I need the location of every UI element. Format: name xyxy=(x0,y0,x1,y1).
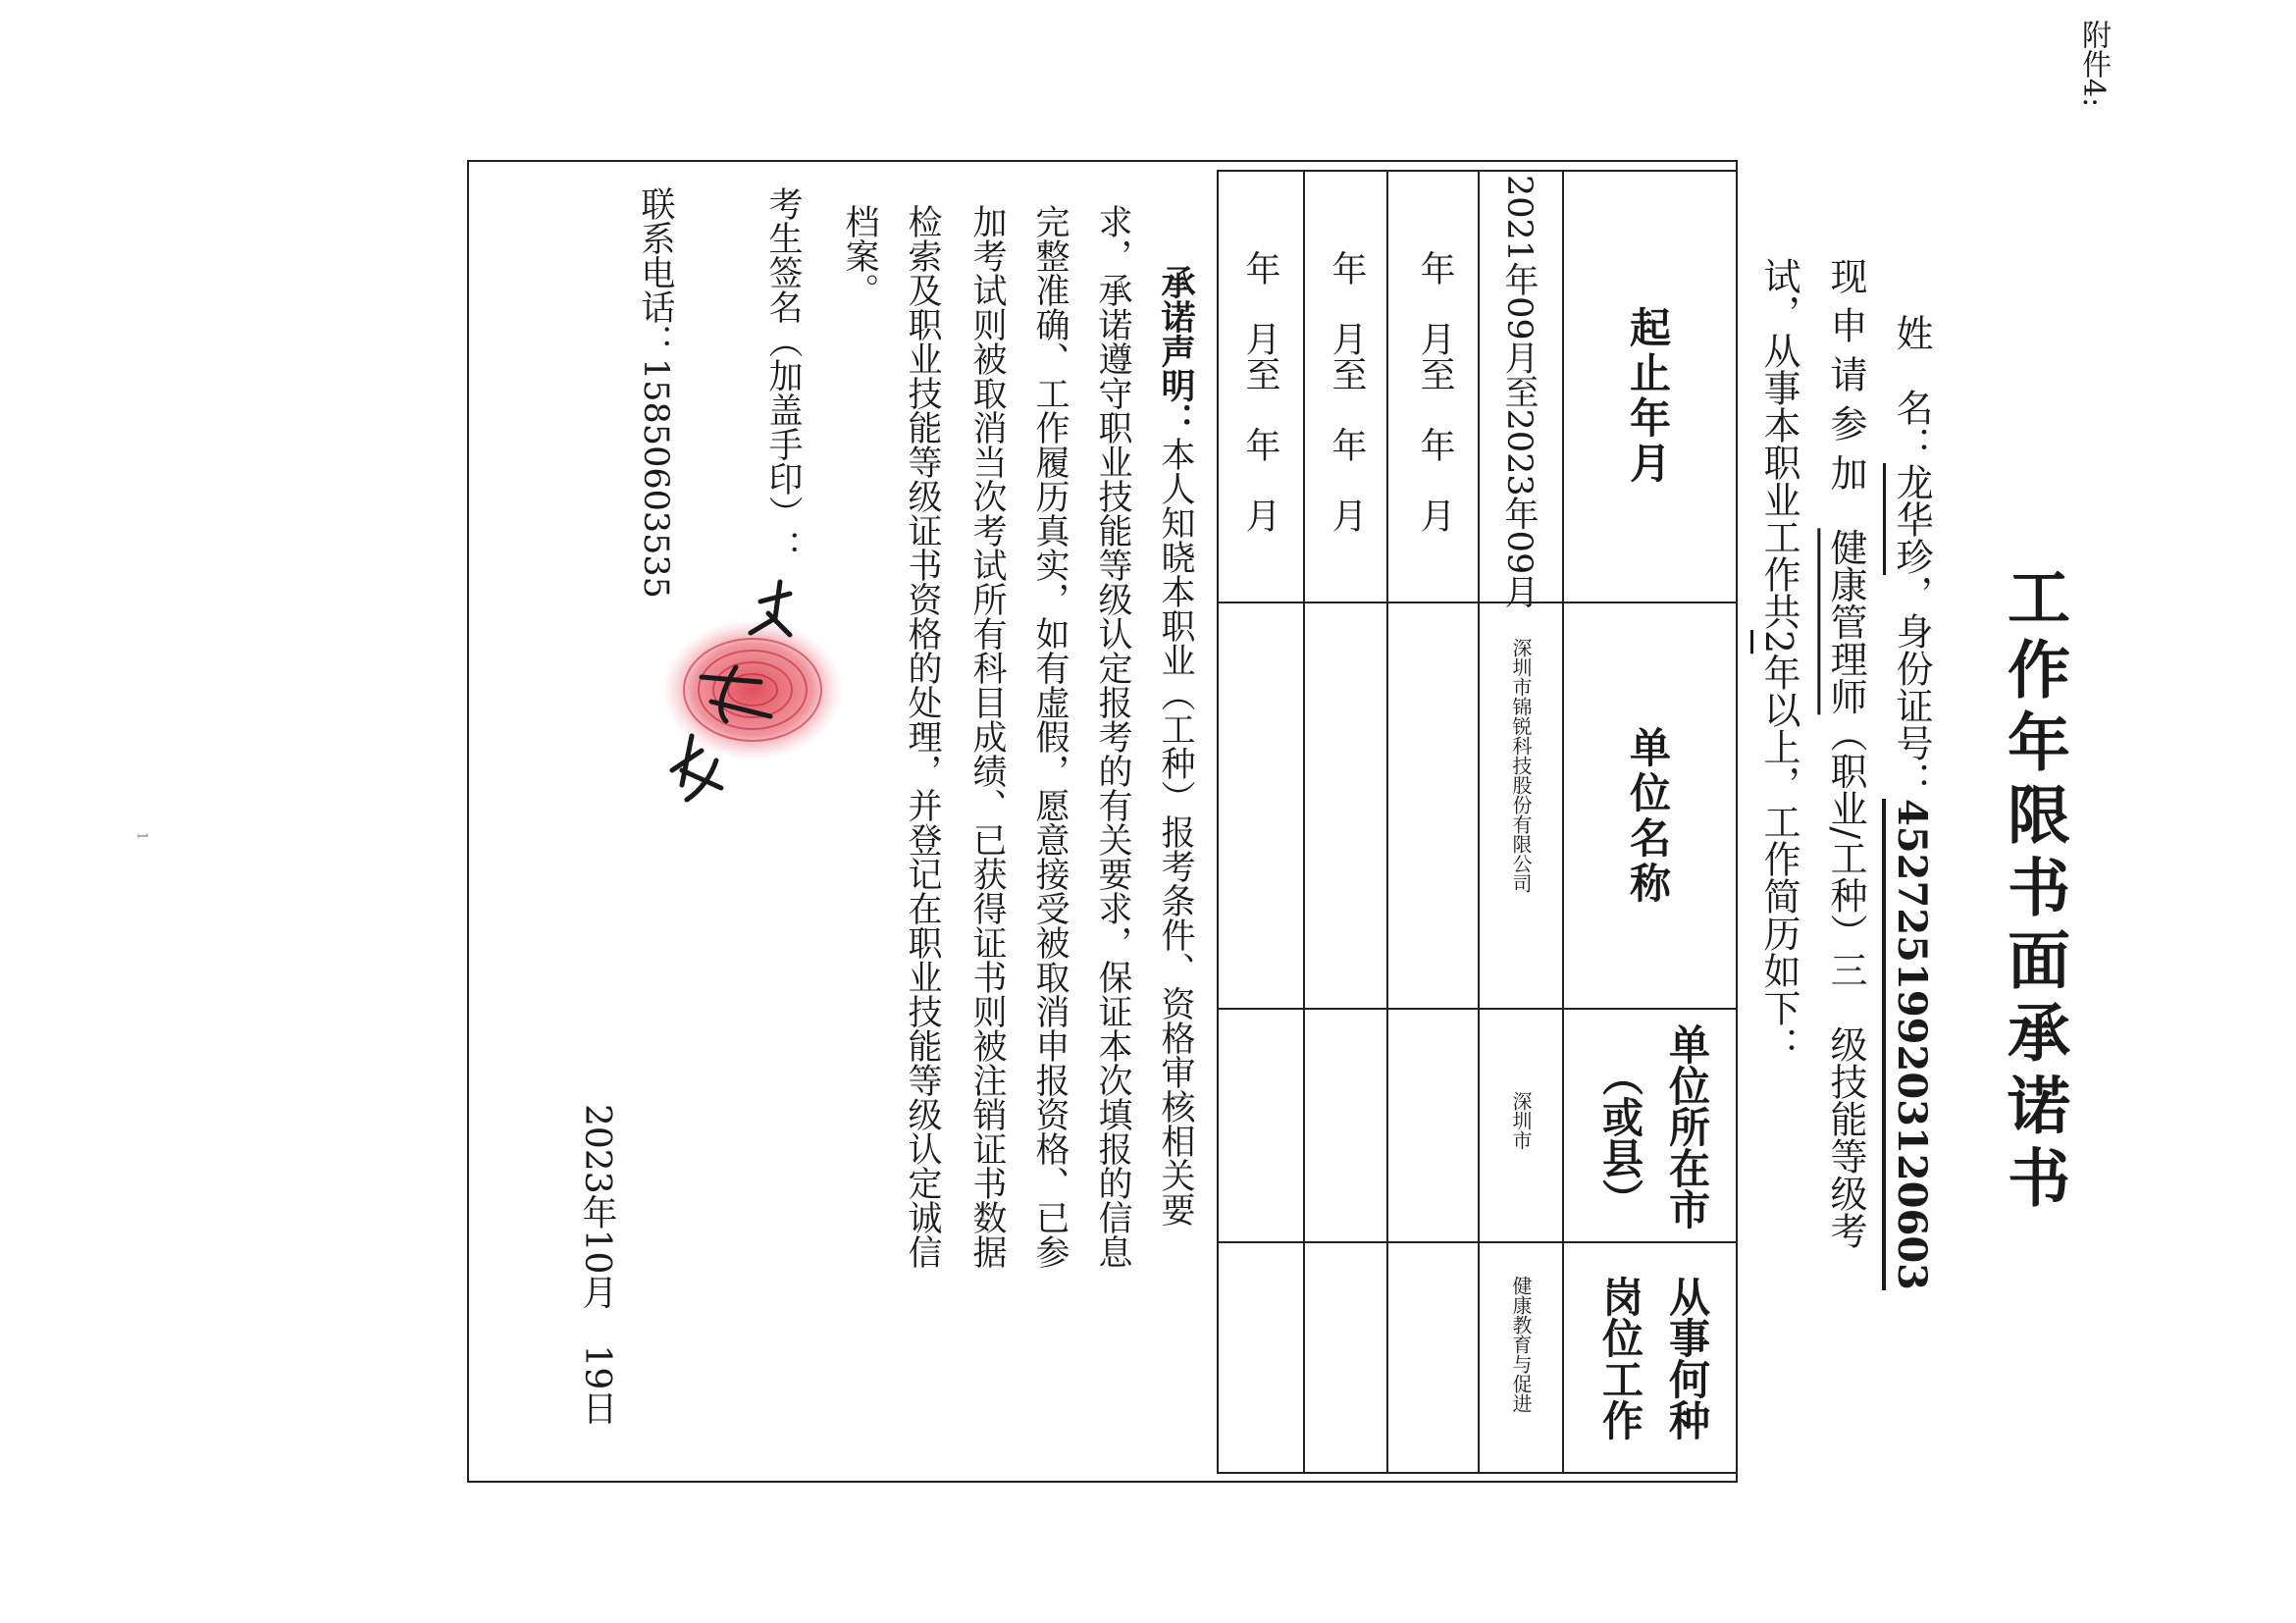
row2-period: 年 月至 年 月 xyxy=(1415,250,1455,533)
name-label: 姓 名： xyxy=(1890,314,1933,463)
attachment-label: 附件4: xyxy=(2076,20,2111,108)
declaration-text-1: 本人知晓本职业（工种）报考条件、资格审核相关要 xyxy=(1156,437,1195,1227)
header-position-line-1: 从事何种 xyxy=(1663,1276,1711,1440)
table-left-line xyxy=(1217,170,1219,1474)
row-divider-2 xyxy=(1386,170,1388,1474)
row1-position: 健康教育与促进 xyxy=(1509,1276,1533,1413)
fingerprint-signature xyxy=(643,574,878,810)
header-city-line-2: （或县） xyxy=(1596,1055,1644,1220)
id-number: 452725199203120603 xyxy=(1889,799,1935,1290)
declaration-line-3: 完整准确、工作履历真实，如有虚假，愿意接受被取消申报资格、已参 xyxy=(1030,204,1070,1269)
row-divider-1 xyxy=(1478,170,1480,1474)
row4-period: 年 月至 年 月 xyxy=(1240,250,1280,533)
occupation-value: 健康管理师 xyxy=(1824,528,1867,715)
declaration-line-4: 加考试则被取消当次考试所有科目成绩、已获得证书则被注销证书数据 xyxy=(967,204,1007,1269)
header-city-line-1: 单位所在市 xyxy=(1663,1023,1711,1230)
years-value: 2 xyxy=(1757,630,1800,654)
page-mark: 1 xyxy=(133,831,150,841)
col-divider-1 xyxy=(1217,602,1738,603)
declaration-line-5: 检索及职业技能等级证书资格的处理，并登记在职业技能等级认定诚信 xyxy=(903,204,942,1269)
row-divider-header xyxy=(1562,170,1564,1474)
row3-period: 年 月至 年 月 xyxy=(1327,250,1367,533)
row-divider-3 xyxy=(1303,170,1305,1474)
col-divider-2 xyxy=(1217,1008,1738,1010)
declaration-label: 承诺声明： xyxy=(1156,265,1196,437)
intro-line-1 xyxy=(1889,314,1935,1290)
id-label: ，身份证号： xyxy=(1890,575,1933,799)
signature-label: 考生签名（加盖手印）： xyxy=(763,186,803,564)
col-divider-3 xyxy=(1217,1241,1738,1243)
row1-company: 深圳市锦锐科技股份有限公司 xyxy=(1509,638,1533,893)
declaration-line-2: 求，承诺遵守职业技能等级认定报考的有关要求，保证本次填报的信息 xyxy=(1093,204,1132,1269)
intro-middle: （职业/工种）三 级技能等级考 xyxy=(1824,714,1867,1250)
header-position-line-2: 岗位工作 xyxy=(1596,1276,1644,1440)
intro-prefix: 现 申 请 参 加 xyxy=(1824,257,1867,492)
declaration-line-6: 档案。 xyxy=(840,204,879,307)
phone-label: 联系电话： xyxy=(636,186,675,358)
header-company: 单位名称 xyxy=(1624,726,1672,907)
row1-period: 2021年09月至2023年09月 xyxy=(1499,175,1539,609)
row1-city: 深圳市 xyxy=(1509,1091,1533,1150)
header-period: 起止年月 xyxy=(1624,306,1672,487)
contact-phone xyxy=(636,186,675,599)
phone-value: 15850603535 xyxy=(636,358,675,599)
intro-line3-prefix: 试，从事本职业工作共 xyxy=(1757,257,1800,630)
declaration-line-1 xyxy=(1156,265,1196,1227)
intro-line-2 xyxy=(1824,257,1867,1250)
signing-date: 2023年10月 19日 xyxy=(577,1104,617,1426)
name-value: 龙华珍 xyxy=(1890,463,1933,575)
intro-line3-suffix: 年以上，工作简历如下： xyxy=(1757,654,1800,1065)
intro-line-3 xyxy=(1757,257,1800,1065)
document-title: 工作年限书面承诺书 xyxy=(1997,564,2070,1218)
